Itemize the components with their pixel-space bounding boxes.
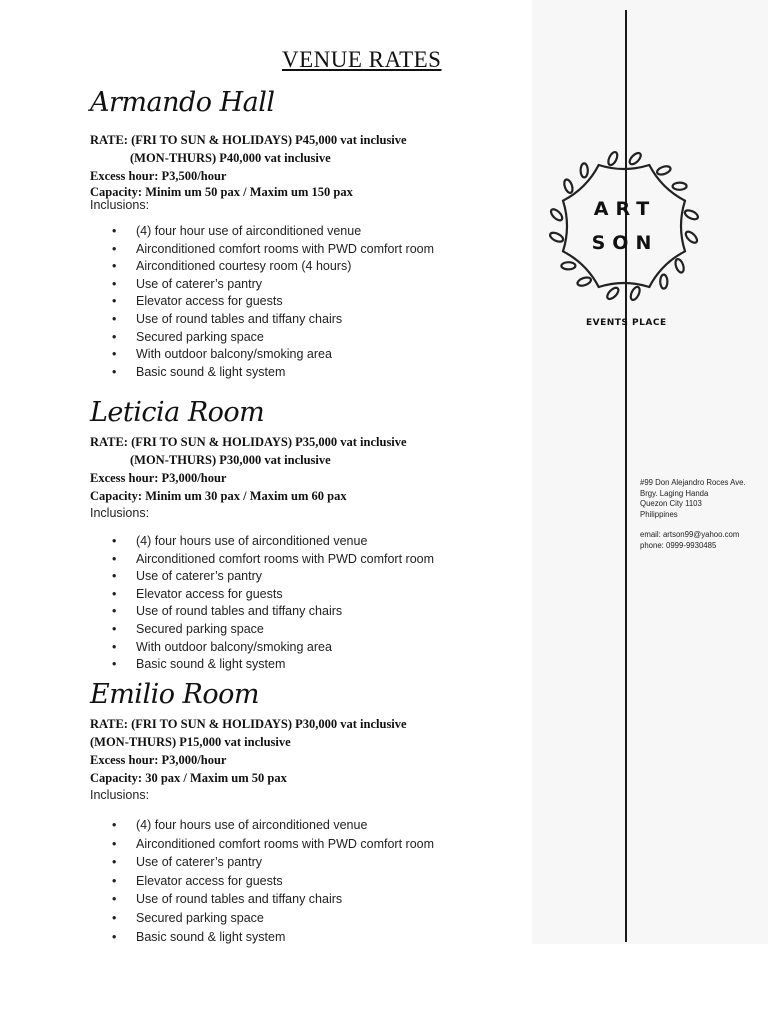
list-item: • Use of caterer’s pantry	[90, 568, 510, 586]
list-item: • Basic sound & light system	[90, 364, 510, 382]
capacity: Capacity: Minim um 30 pax / Maxim um 60 pax	[90, 489, 347, 503]
rate-weekday: (MON-THURS) P40,000 vat inclusive	[130, 151, 331, 165]
brand-tagline: EVENTS PLACE	[586, 318, 667, 328]
list-item: • Elevator access for guests	[90, 293, 510, 311]
contact-block	[640, 530, 739, 551]
list-item: • Secured parking space	[90, 621, 510, 639]
list-item: • Use of caterer’s pantry	[90, 853, 510, 872]
brand-logo	[540, 146, 710, 306]
rate-weekend: RATE: (FRI TO SUN & HOLIDAYS) P30,000 vat inclusive	[90, 717, 407, 731]
list-item: • Airconditioned courtesy room (4 hours)	[90, 258, 510, 276]
list-item: • (4) four hours use of airconditioned venue	[90, 816, 510, 835]
list-item: • Use of caterer’s pantry	[90, 276, 510, 294]
list-item: • Use of round tables and tiffany chairs	[90, 890, 510, 909]
laurel-wreath-icon	[540, 146, 710, 306]
list-item: • Basic sound & light system	[90, 928, 510, 947]
list-item: • Use of round tables and tiffany chairs	[90, 311, 510, 329]
list-item: • With outdoor balcony/smoking area	[90, 639, 510, 657]
list-item: • Elevator access for guests	[90, 586, 510, 604]
list-item: • Airconditioned comfort rooms with PWD comfort room	[90, 241, 510, 259]
contact-email: email: artson99@yahoo.com	[640, 530, 740, 539]
address-line: #99 Don Alejandro Roces Ave.	[640, 478, 746, 487]
list-item: • (4) four hours use of airconditioned venue	[90, 533, 510, 551]
side-panel	[532, 0, 768, 944]
address-line: Brgy. Laging Handa	[640, 488, 709, 498]
inclusions-list	[90, 816, 510, 946]
address-block	[640, 478, 746, 520]
inclusions-label: Inclusions:	[90, 506, 150, 520]
excess-hour: Excess hour: P3,500/hour	[90, 169, 227, 183]
venue-leticia-room	[90, 396, 510, 674]
address-line: Philippines	[640, 509, 678, 519]
inclusions-label: Inclusions:	[90, 198, 150, 212]
list-item: • Basic sound & light system	[90, 656, 510, 674]
logo-line-2: SON	[591, 232, 659, 254]
capacity: Capacity: Minim um 50 pax / Maxim um 150 pax	[90, 185, 353, 199]
list-item: • Elevator access for guests	[90, 872, 510, 891]
venue-name: Emilio Room	[90, 679, 259, 710]
excess-hour: Excess hour: P3,000/hour	[90, 471, 227, 485]
venue-armando-hall	[90, 86, 510, 381]
rate-weekday: (MON-THURS) P15,000 vat inclusive	[90, 735, 291, 749]
list-item: • Secured parking space	[90, 329, 510, 347]
venue-name: Leticia Room	[90, 397, 265, 428]
list-item: • Airconditioned comfort rooms with PWD comfort room	[90, 835, 510, 854]
rate-weekday: (MON-THURS) P30,000 vat inclusive	[130, 453, 331, 467]
inclusions-list	[90, 533, 510, 674]
venue-emilio-room	[90, 678, 510, 946]
capacity: Capacity: 30 pax / Maxim um 50 pax	[90, 771, 287, 785]
rate-weekend: RATE: (FRI TO SUN & HOLIDAYS) P45,000 vat inclusive	[90, 133, 407, 147]
page-title: VENUE RATES	[282, 47, 442, 72]
inclusions-label: Inclusions:	[90, 788, 150, 802]
list-item: • Airconditioned comfort rooms with PWD comfort room	[90, 551, 510, 569]
list-item: • Use of round tables and tiffany chairs	[90, 603, 510, 621]
list-item: • Secured parking space	[90, 909, 510, 928]
excess-hour: Excess hour: P3,000/hour	[90, 753, 227, 767]
list-item: • With outdoor balcony/smoking area	[90, 346, 510, 364]
rate-weekend: RATE: (FRI TO SUN & HOLIDAYS) P35,000 vat inclusive	[90, 435, 407, 449]
logo-line-1: ART	[593, 198, 657, 220]
address-line: Quezon City 1103	[640, 499, 702, 508]
contact-phone: phone: 0999-9930485	[640, 540, 717, 550]
venue-name: Armando Hall	[90, 87, 275, 118]
list-item: • (4) four hour use of airconditioned venue	[90, 223, 510, 241]
inclusions-list	[90, 223, 510, 381]
